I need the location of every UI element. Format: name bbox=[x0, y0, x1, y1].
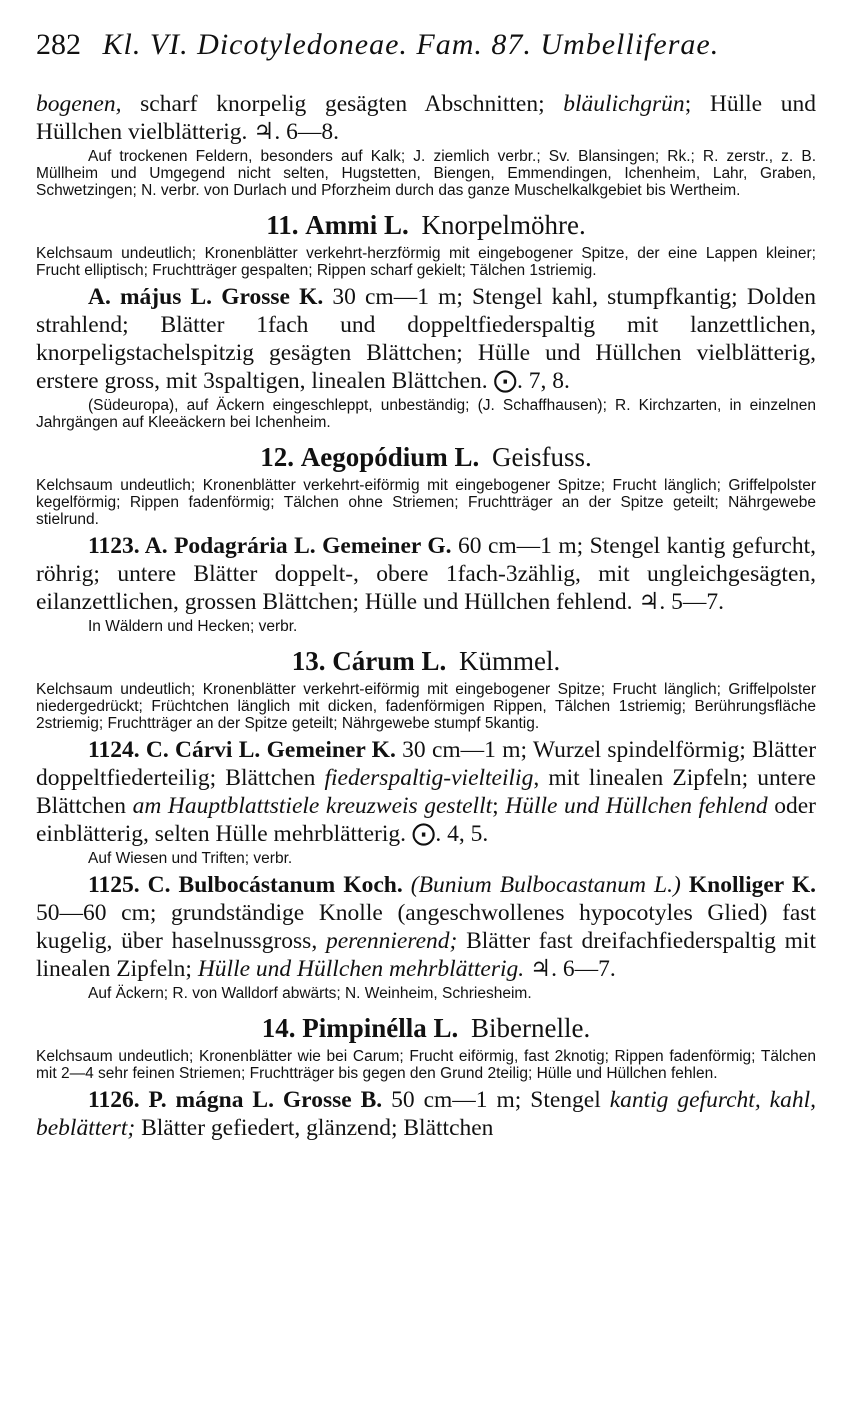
species-synonym: (Bunium Bulbocastanum L.) bbox=[410, 872, 681, 898]
intro-text-d: ; Hülle und Hüllchen vielblätterig. ♃. 6—8. bbox=[36, 91, 816, 145]
species-german-name: Knolliger K. bbox=[688, 872, 816, 898]
genus-name: Aegopódium L. bbox=[300, 442, 480, 472]
genus-heading-pimpinella bbox=[36, 1012, 816, 1044]
page-number: 282 bbox=[36, 28, 81, 61]
genus-description-pimpinella: Kelchsaum undeutlich; Kronenblätter wie bei Carum; Frucht eiförmig, fast 2knotig; Rippen fadenförmig; Tälchen mit 2—4 sehr feinen Striemen; Fruchtträger bis gegen den Grund 2teilig; Hülle und Hüllchen fehlen. bbox=[36, 1048, 816, 1082]
species-name: 1123. A. Podagrária L. bbox=[88, 533, 316, 559]
species-text-b: kantig gefurcht, kahl, beblättert; bbox=[36, 1087, 816, 1141]
genus-number: 14. bbox=[261, 1013, 296, 1043]
genus-heading-carum bbox=[36, 645, 816, 677]
running-head bbox=[36, 28, 816, 62]
species-name: A. május L. bbox=[88, 284, 213, 310]
species-text-c: Blätter gefiedert, glänzend; Blättchen bbox=[135, 1115, 494, 1141]
species-text-c: Blätter fast dreifachfiederspaltig mit linealen Zipfeln; bbox=[36, 928, 816, 982]
species-habitat-carum-carvi: Auf Wiesen und Triften; verbr. bbox=[88, 850, 293, 867]
species-name: 1124. C. Cárvi L. bbox=[88, 737, 261, 763]
species-name: 1126. P. mágna L. bbox=[88, 1087, 274, 1113]
genus-name: Ammi L. bbox=[305, 210, 409, 240]
genus-number: 11. bbox=[266, 210, 299, 240]
species-german-name: Gemeiner G. bbox=[322, 533, 452, 559]
genus-name: Cárum L. bbox=[332, 646, 447, 676]
intro-paragraph bbox=[36, 90, 816, 146]
genus-description-ammi: Kelchsaum undeutlich; Kronenblätter verkehrt-herzförmig mit eingebogener Spitze, der eine Lappen kleiner; Frucht elliptisch; Fruchtträger gespalten; Rippen scharf gekielt; Tälchen 1striemig. bbox=[36, 245, 816, 279]
genus-common-name: Geisfuss. bbox=[492, 442, 592, 472]
intro-habitat: Auf trockenen Feldern, besonders auf Kalk; J. ziemlich verbr.; Sv. Blansingen; Rk.; R. zerstr., z. B. Müllheim und Umgegend nicht selten, Hugstetten, Biengen, Emmendingen, Ichenheim, Lahr, Graben, Schwetzingen; N. verbr. von Durlach und Pforzheim durch das ganze Muschelkalkgebiet bis Wertheim. bbox=[36, 148, 816, 199]
species-text-e: ; bbox=[492, 793, 506, 819]
species-text: 60 cm—1 m; Stengel kantig gefurcht, röhrig; untere Blätter doppelt-, obere 1fach-3zählig, mit ungleichgesägten, eilanzettlichen, grossen Blättchen; Hülle und Hüllchen fehlend. ♃. 5—7. bbox=[36, 533, 816, 615]
genus-heading-ammi bbox=[36, 209, 816, 241]
species-text-f: Hülle und Hüllchen fehlend bbox=[505, 793, 768, 819]
running-title: Kl. VI. Dicotyledoneae. Fam. 87. Umbelliferae. bbox=[102, 28, 720, 61]
genus-number: 12. bbox=[260, 442, 294, 472]
genus-common-name: Knorpelmöhre. bbox=[421, 210, 586, 240]
species-entry-carum-bulbocastanum bbox=[36, 871, 816, 983]
species-text: 30 cm—1 m; Stengel kahl, stumpfkantig; Dolden strahlend; Blätter 1fach und doppeltfiederspaltig mit lanzettlichen, knorpeligstachelspitzig gesägten Blättchen; Hülle und Hüllchen vielblätterig, erstere gross, mit 3spaltigen, linealen Blättchen. ⨀. 7, 8. bbox=[36, 284, 816, 394]
species-text-d: Hülle und Hüllchen mehrblätterig. bbox=[197, 956, 525, 982]
genus-heading-aegopodium bbox=[36, 441, 816, 473]
species-text-b: perennierend; bbox=[325, 928, 458, 954]
species-text-e: ♃. 6—7. bbox=[524, 956, 616, 982]
intro-text-b: scharf knorpelig gesägten Abschnitten; bbox=[121, 91, 564, 117]
species-german-name: Grosse B. bbox=[282, 1087, 383, 1113]
species-german-name: Grosse K. bbox=[221, 284, 324, 310]
genus-number: 13. bbox=[291, 646, 326, 676]
species-entry-aegopodium-podagraria bbox=[36, 532, 816, 616]
species-habitat-ammi-majus: (Südeuropa), auf Äckern eingeschleppt, unbeständig; (J. Schaffhausen); R. Kirchzarten, in einzelnen Jahrgängen auf Kleeäckern bei Ichenheim. bbox=[36, 397, 816, 431]
intro-text-a: bogenen, bbox=[36, 91, 122, 117]
species-entry-carum-carvi bbox=[36, 736, 816, 848]
species-entry-pimpinella-magna bbox=[36, 1086, 816, 1142]
genus-common-name: Bibernelle. bbox=[471, 1013, 591, 1043]
species-german-name: Gemeiner K. bbox=[266, 737, 396, 763]
species-text-g: oder einblätterig, selten Hülle mehrblätterig. ⨀. 4, 5. bbox=[36, 793, 817, 847]
genus-description-aegopodium: Kelchsaum undeutlich; Kronenblätter verkehrt-eiförmig mit eingebogener Spitze; Frucht länglich; Griffelpolster kegelförmig; Rippen fadenförmig; Tälchen ohne Striemen; Fruchtträger an der Spitze geteilt; Nährgewebe stielrund. bbox=[36, 477, 816, 528]
species-habitat-aegopodium-podagraria: In Wäldern und Hecken; verbr. bbox=[88, 618, 298, 635]
species-text-a: 30 cm—1 m; Wurzel spindelförmig; Blätter doppeltfiederteilig; Blättchen bbox=[36, 737, 817, 791]
species-habitat-carum-bulbocastanum: Auf Äckern; R. von Walldorf abwärts; N. Weinheim, Schriesheim. bbox=[88, 985, 532, 1002]
species-text-b: fiederspaltig-vielteilig bbox=[324, 765, 534, 791]
species-text-a: 50 cm—1 m; Stengel bbox=[382, 1087, 610, 1113]
genus-common-name: Kümmel. bbox=[459, 646, 561, 676]
intro-text-c: bläulichgrün bbox=[563, 91, 685, 117]
species-name: 1125. C. Bulbocástanum Koch. bbox=[88, 872, 403, 898]
species-text-a: 50—60 cm; grundständige Knolle (angeschwollenes hypocotyles Glied) fast kugelig, über haselnussgross, bbox=[36, 900, 816, 954]
species-text-d: am Hauptblattstiele kreuzweis gestellt bbox=[132, 793, 493, 819]
species-text-c: , mit linealen Zipfeln; untere Blättchen bbox=[36, 765, 816, 819]
page-content bbox=[36, 90, 816, 1142]
species-entry-ammi-majus bbox=[36, 283, 816, 395]
genus-description-carum: Kelchsaum undeutlich; Kronenblätter verkehrt-eiförmig mit eingebogener Spitze; Frucht länglich; Griffelpolster niedergedrückt; Früchtchen länglich mit dicken, fadenförmigen Rippen, Tälchen 1striemig; Berührungsfläche 2striemig; Fruchtträger an der Spitze geteilt; Nährgewebe stumpf 5kantig. bbox=[36, 681, 816, 732]
genus-name: Pimpinélla L. bbox=[302, 1013, 459, 1043]
